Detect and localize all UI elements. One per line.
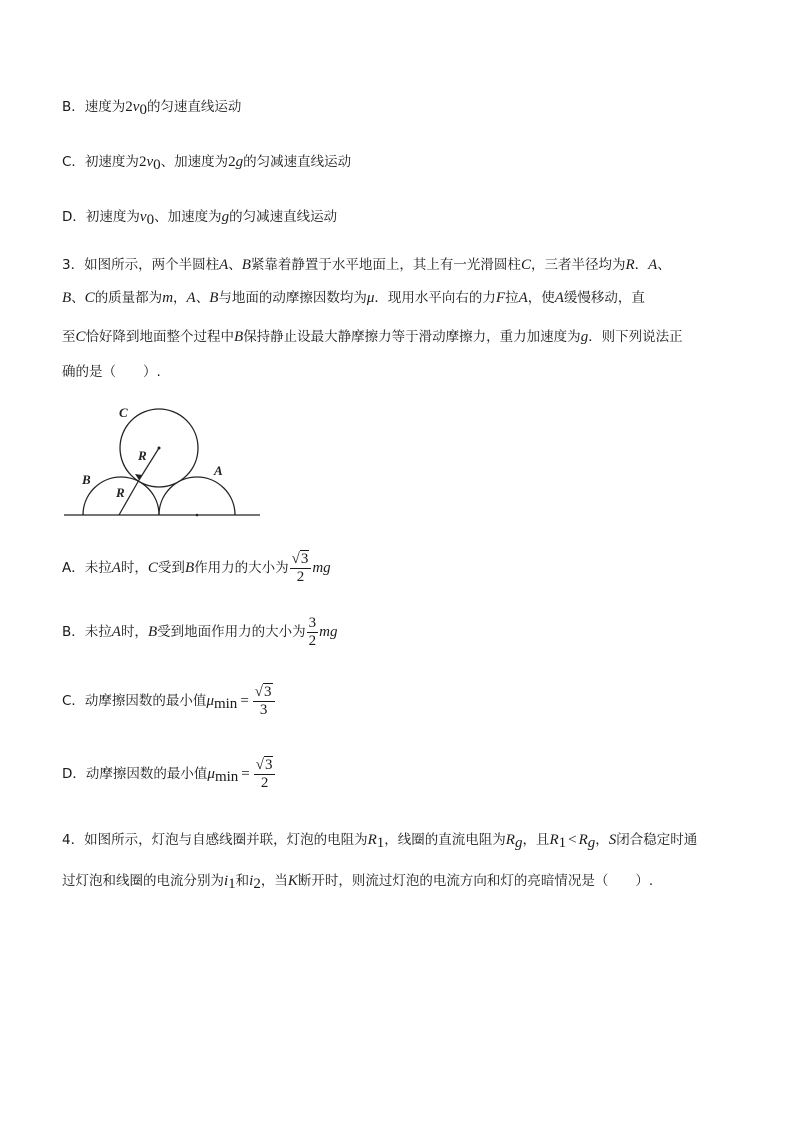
label-a: A: [214, 463, 223, 478]
option-b-q2: B．速度为$2v_0$的匀速直线运动: [62, 99, 242, 118]
option-d-q3: D．动摩擦因数的最小值$\mu_{min}$ = $\frac{√3}{2}$: [62, 754, 276, 797]
fraction-3-over-2: $\frac{3}{2}$: [308, 614, 317, 649]
center-dot-c: [158, 447, 161, 450]
label-r-lower: R: [116, 485, 125, 500]
option-c-q3: C．动摩擦因数的最小值$\mu_{min}$ = $\frac{√3}{3}$: [62, 681, 276, 724]
q4-line-2: 过灯泡和线圈的电流分别为$i_1$和$i_2$，当K断开时，则流过灯泡的电流方向和灯的亮暗情况是（ ）.: [62, 873, 654, 892]
fraction-sqrt3-over-2-d: $\frac{√3}{2}$: [254, 757, 276, 792]
label-b: B: [82, 472, 91, 487]
fraction-sqrt3-over-2: $\frac{√3}{2}$: [290, 551, 312, 586]
q3-line-3: 至C恰好降到地面整个过程中B保持静止设最大静摩擦力等于滑动摩擦力，重力加速度为g．则下列说法正: [62, 329, 683, 345]
fraction-sqrt3-over-3: $\frac{√3}{3}$: [253, 684, 275, 719]
center-dot-a: [196, 514, 199, 517]
option-c-q2: C．初速度为$2v_0$、加速度为2g的匀减速直线运动: [62, 154, 352, 173]
cylinders-figure: [62, 400, 267, 522]
label-r-upper: R: [138, 448, 147, 463]
option-a-q3: A．未拉A时，C受到B作用力的大小为 $\frac{√3}{2}$ mg: [62, 550, 331, 585]
q3-line-1: 3．如图所示，两个半圆柱A、B紧靠着静置于水平地面上，其上有一光滑圆柱C，三者半径均为R．A、: [62, 257, 671, 273]
option-d-q2: D．初速度为$v_0$、加速度为g的匀减速直线运动: [62, 209, 338, 228]
q3-line-2: B、C的质量都为m，A、B与地面的动摩擦因数均为μ．现用水平向右的力F拉A，使A缓慢移动，直: [62, 290, 645, 306]
label-c: C: [119, 405, 128, 420]
q4-line-1: 4．如图所示，灯泡与自感线圈并联，灯泡的电阻为$R_1$，线圈的直流电阻为$R_g$，且$R_1 < R_g$，S闭合稳定时通: [62, 832, 698, 851]
option-b-q3: B．未拉A时，B受到地面作用力的大小为 $\frac{3}{2}$ mg: [62, 614, 338, 649]
half-cylinder-a: [159, 477, 235, 515]
q3-line-4: 确的是（ ）.: [62, 364, 161, 380]
